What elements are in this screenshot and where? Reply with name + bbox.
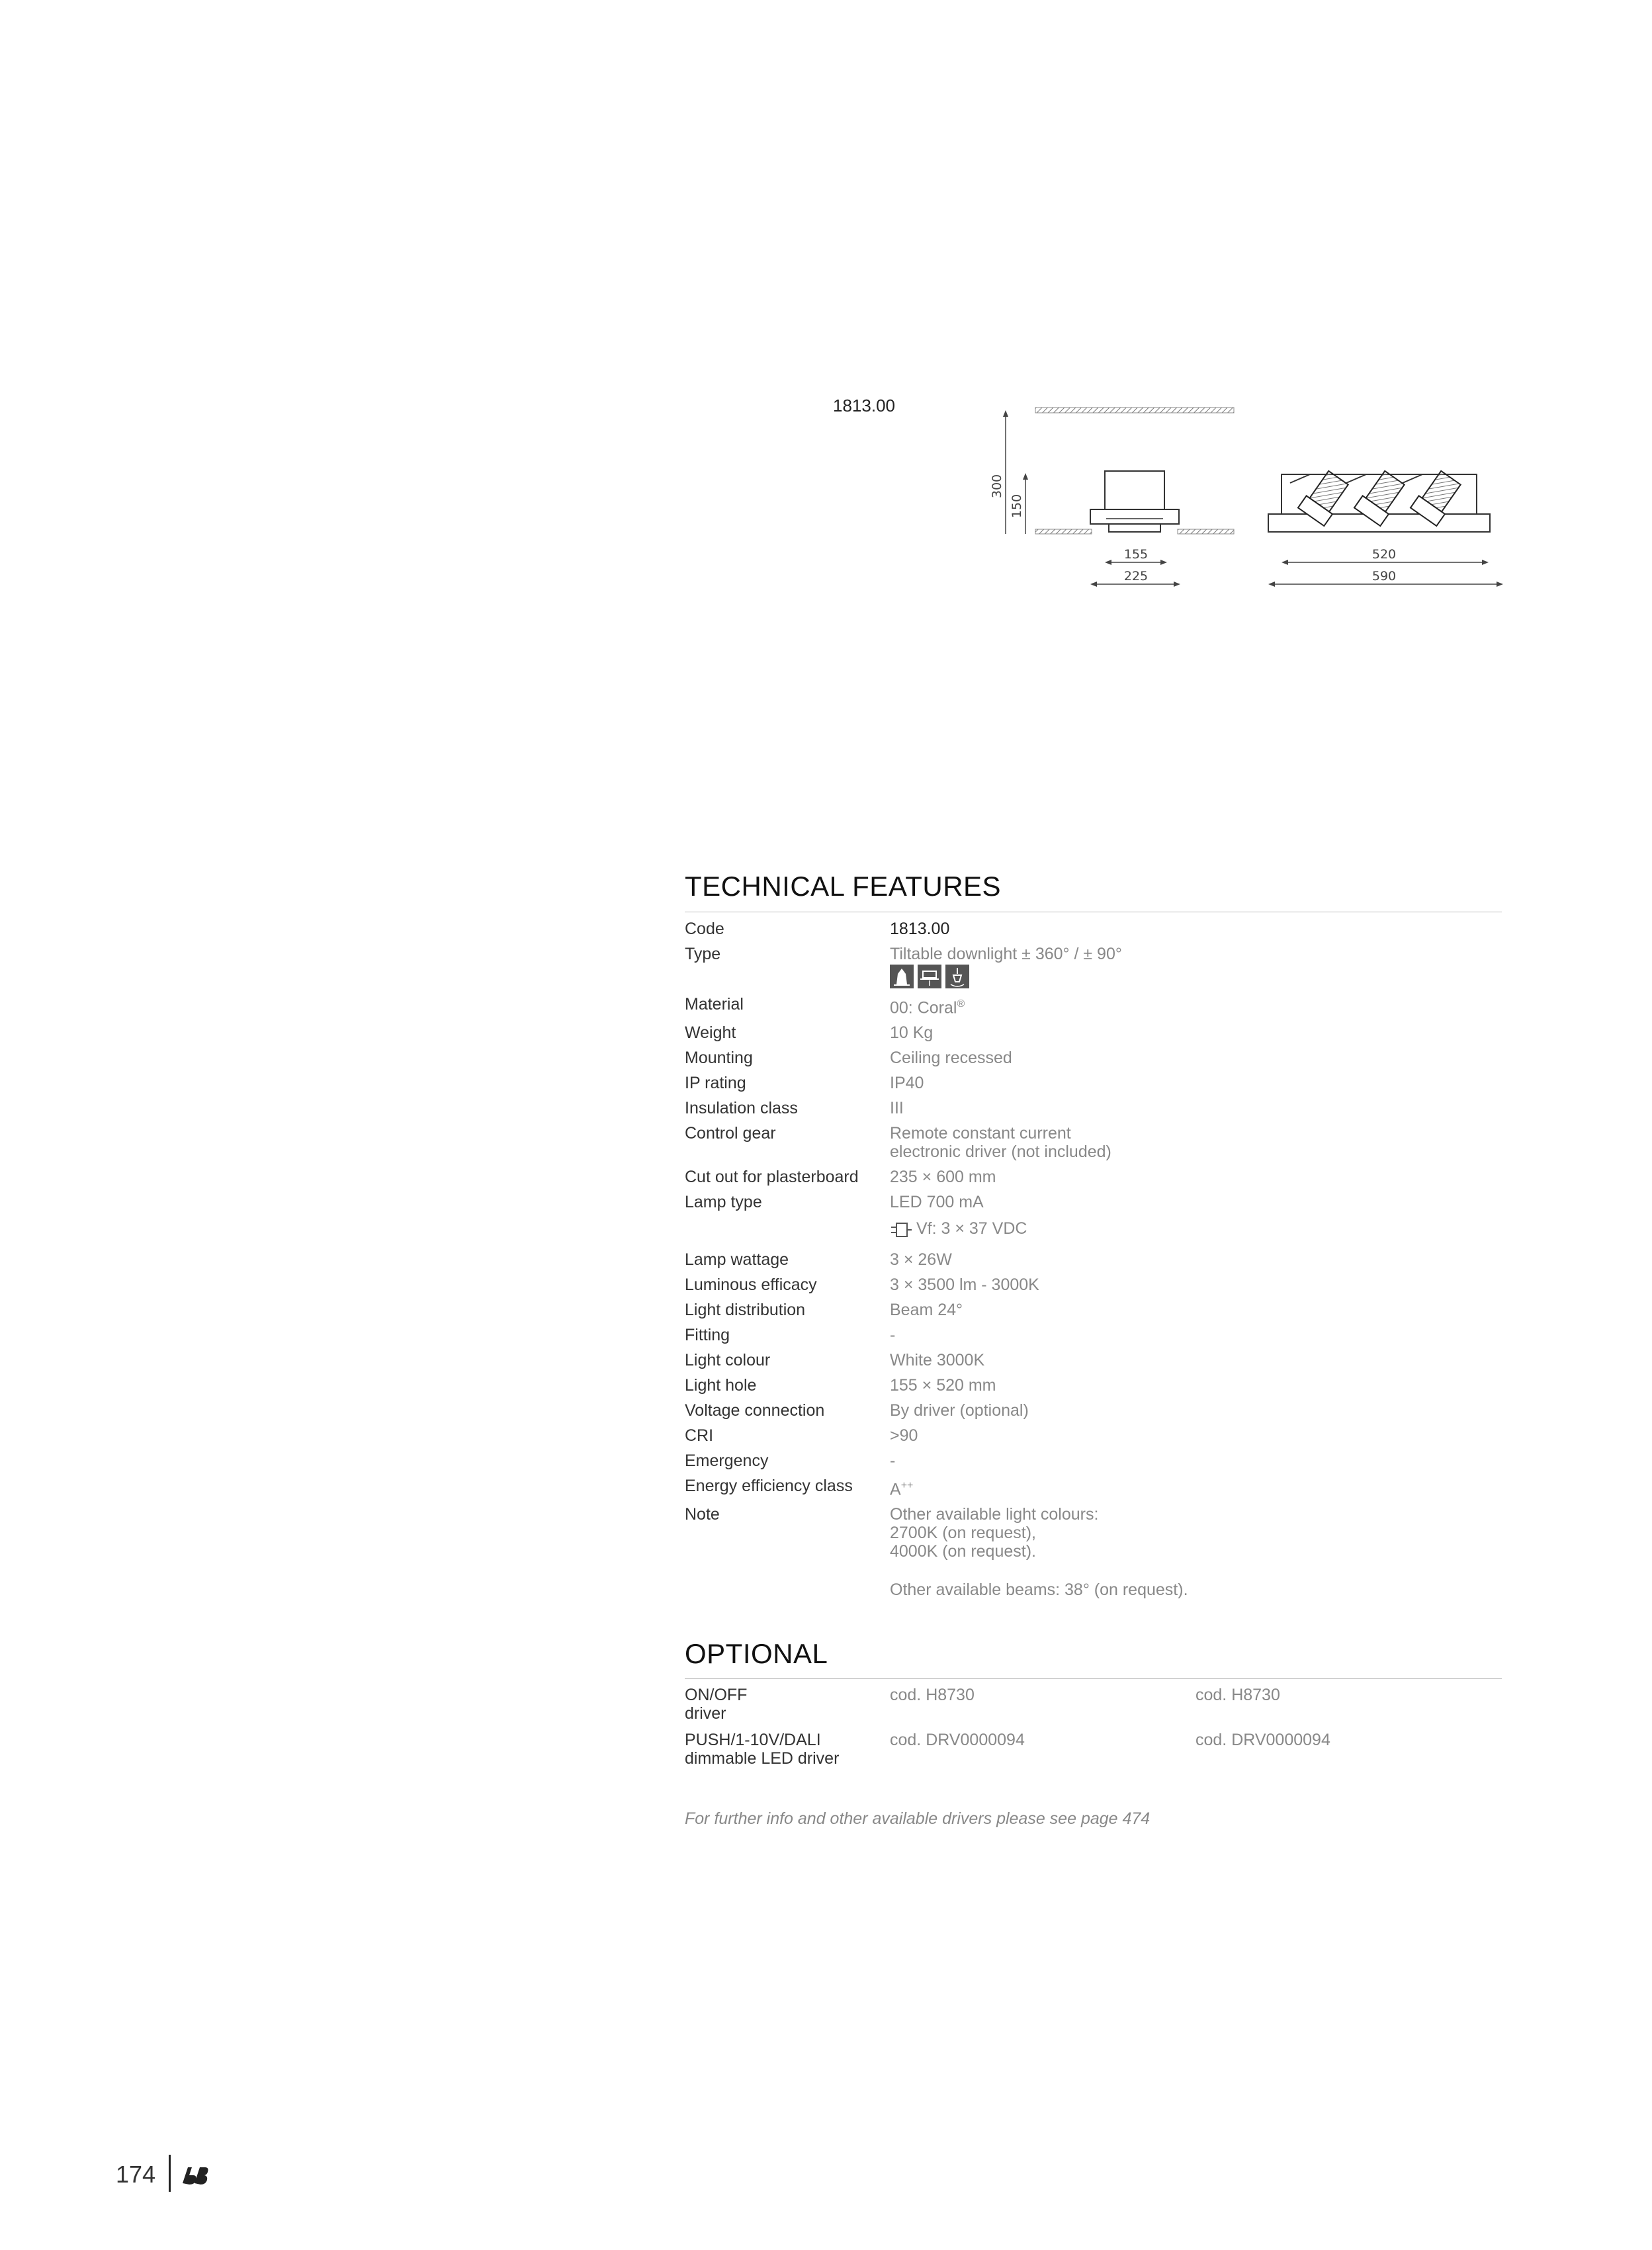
spec-row-insulation: Insulation class III (685, 1099, 904, 1118)
spec-row-cri: CRI >90 (685, 1426, 918, 1445)
dim-300: 300 (990, 474, 1004, 499)
spec-row-material: Material 00: Coral® (685, 995, 965, 1017)
technical-drawing (979, 397, 1522, 595)
downlight-icon (890, 965, 914, 988)
optional-title: OPTIONAL (685, 1638, 828, 1669)
dim-520: 520 (1371, 547, 1397, 562)
page-number: 174 (116, 2161, 156, 2188)
tilt-icon (945, 965, 969, 988)
dim-150: 150 (1010, 494, 1024, 519)
spec-row-type: Type Tiltable downlight ± 360° / ± 90° (685, 945, 1502, 988)
technical-features-title: TECHNICAL FEATURES (685, 871, 1002, 902)
ceiling-line-right (1178, 529, 1234, 534)
spec-row-energy: Energy efficiency class A++ (685, 1476, 914, 1499)
spec-row-emergency: Emergency - (685, 1451, 896, 1470)
optional-row: ON/OFF driver cod. H8730 cod. H8730 (685, 1686, 1280, 1723)
spec-row-wattage: Lamp wattage 3 × 26W (685, 1250, 952, 1269)
spec-row-control: Control gear Remote constant current electronic driver (not included) (685, 1124, 1111, 1162)
spec-row-hole: Light hole 155 × 520 mm (685, 1375, 996, 1395)
optional-rule (685, 1678, 1502, 1679)
spec-row-code: Code 1813.00 (685, 920, 950, 938)
spec-row-mounting: Mounting Ceiling recessed (685, 1049, 1012, 1068)
dim-590: 590 (1371, 569, 1397, 584)
drawing-code-label: 1813.00 (833, 396, 895, 415)
footnote: For further info and other available drivers please see page 474 (685, 1809, 1151, 1828)
dim-225: 225 (1123, 569, 1149, 584)
spec-row-ip: IP rating IP40 (685, 1074, 924, 1093)
plug-icon (890, 1221, 912, 1238)
ceiling-line-left (1035, 529, 1092, 534)
spec-row-cutout: Cut out for plasterboard 235 × 600 mm (685, 1168, 996, 1187)
spec-row-distribution: Light distribution Beam 24° (685, 1300, 963, 1319)
ceiling-slab-top (1035, 408, 1234, 413)
spec-row-weight: Weight 10 Kg (685, 1023, 934, 1043)
spec-row-voltage: Voltage connection By driver (optional) (685, 1401, 1029, 1420)
spec-table (685, 920, 1502, 1606)
optional-row: PUSH/1-10V/DALI dimmable LED driver cod. DRV0000094 cod. DRV0000094 (685, 1731, 1330, 1768)
dim-155: 155 (1123, 547, 1149, 562)
spec-row-efficacy: Luminous efficacy 3 × 3500 lm - 3000K (685, 1275, 1039, 1294)
spec-row-lamp: Lamp type LED 700 mA Vf: 3 × 37 VDC (685, 1193, 1027, 1238)
spec-row-fitting: Fitting - (685, 1325, 896, 1344)
optional-table (685, 1686, 1502, 1774)
type-icons (890, 965, 1502, 988)
page-separator (169, 2155, 171, 2192)
spec-row-colour: Light colour White 3000K (685, 1350, 985, 1369)
spec-row-note: Note Other available light colours: 2700K (on request), 4000K (on request). Other available beams: 38° (on request). (685, 1505, 1188, 1600)
recessed-icon (918, 965, 941, 988)
brand-logo-icon (180, 2163, 210, 2187)
